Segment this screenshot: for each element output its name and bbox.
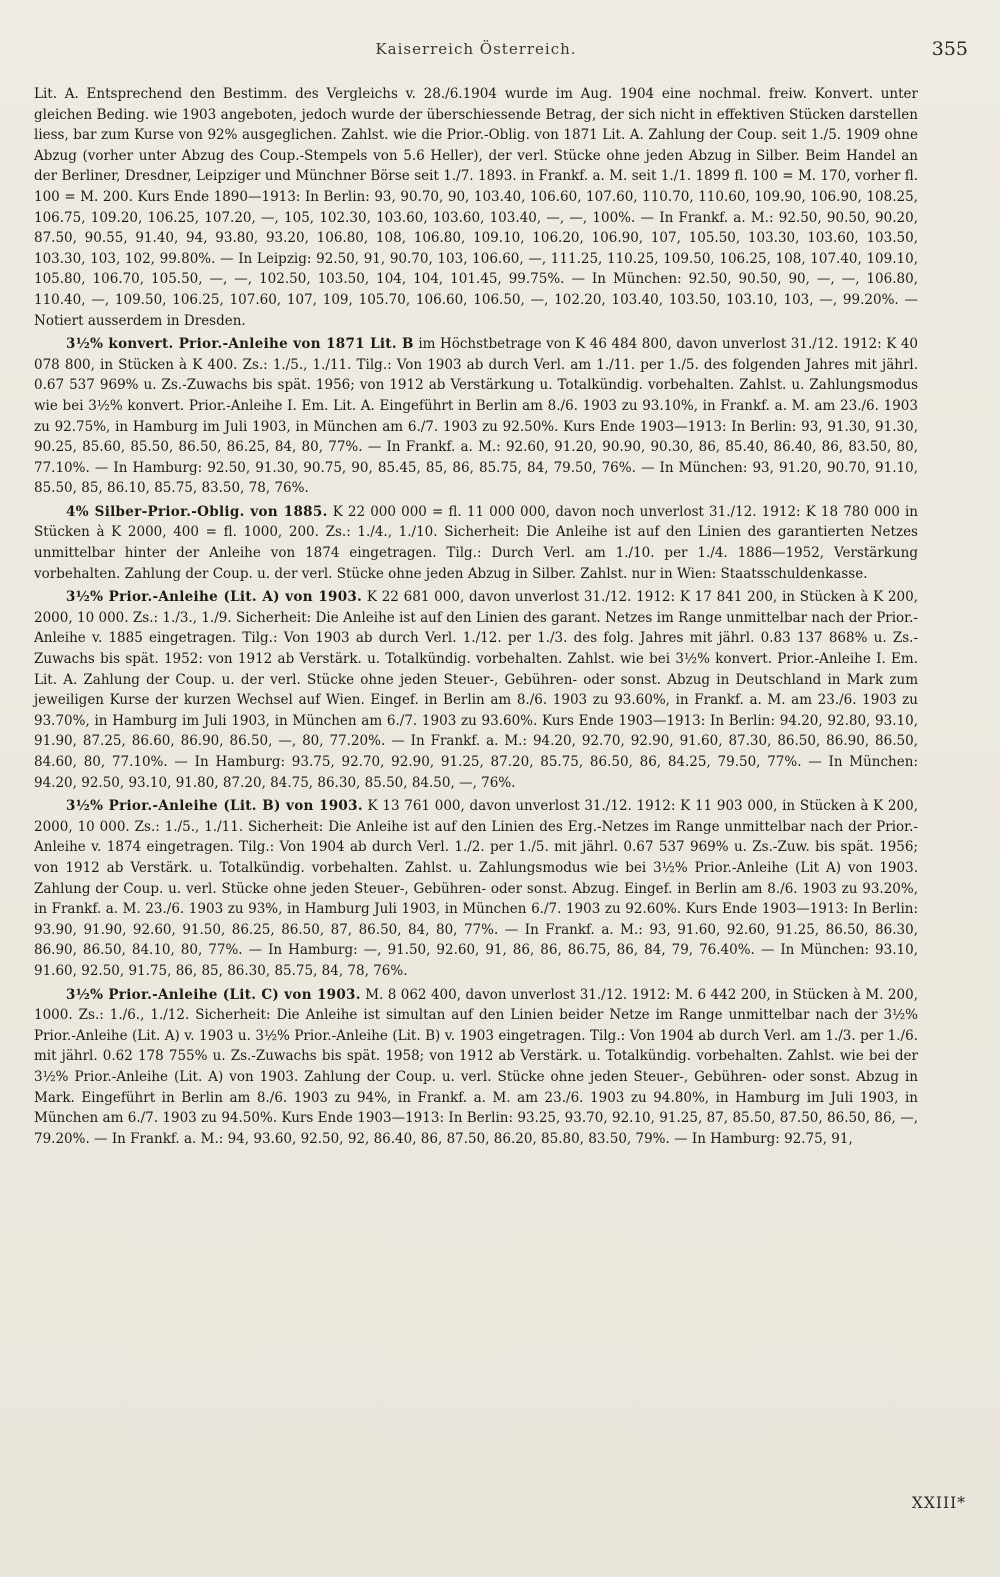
section-heading: 4% Silber-Prior.-Oblig. von 1885. — [66, 503, 328, 520]
paragraph-text: im Höchstbetrage von K 46 484 800, davon unverlost 31./12. 1912: K 40 078 800, in Stücken à K 400. Zs.: 1./5., 1./11. Tilg.: Von 1903 ab durch Verl. am 1./11. per 1./5. des folgenden Jahres mit jährl. 0.67 537 969% u. Zs.-Zuwachs bis spät. 1956; von 1912 ab Verstärkung u. Totalkündig. vorbehalten. Zahlst. u. Zahlungsmodus wie bei 3½% konvert. Prior.-Anleihe I. Em. Lit. A. Eingeführt in Berlin am 8./6. 1903 zu 93.10%, in Frankf. a. M. am 23./6. 1903 zu 92.75%, in Hamburg im Juli 1903, in München am 6./7. 1903 zu 92.50%. Kurs Ende 1903—1913: In Berlin: 93, 91.30, 91.30, 90.25, 85.60, 85.50, 86.50, 86.25, 84, 80, 77%. — In Frankf. a. M.: 92.60, 91.20, 90.90, 90.30, 86, 85.40, 86.40, 86, 83.50, 80, 77.10%. — In Hamburg: 92.50, 91.30, 90.75, 90, 85.45, 85, 86, 85.75, 84, 79.50, 76%. — In München: 93, 91.20, 90.70, 91.10, 85.50, 85, 86.10, 85.75, 83.50, 78, 76%. — [34, 336, 919, 497]
section-heading: 3½% Prior.-Anleihe (Lit. C) von 1903. — [66, 986, 361, 1003]
paragraph-text: K 22 681 000, davon unverlost 31./12. 1912: K 17 841 200, in Stücken à K 200, 2000, 10 000. Zs.: 1./3., 1./9. Sicherheit: Die Anleihe ist auf den Linien des garant. Netzes im Range unmittelbar nach der Prior.-Anleihe v. 1885 eingetragen. Tilg.: Von 1903 ab durch Verl. 1./12. per 1./3. des folg. Jahres mit jährl. 0.83 137 868% u. Zs.-Zuwachs bis spät. 1952: von 1912 ab Verstärk. u. Totalkündig. vorbehalten. Zahlst. wie bei 3½% konvert. Prior.-Anleihe I. Em. Lit. A. Zahlung der Coup. u. der verl. Stücke ohne jeden Steuer-, Gebühren- oder sonst. Abzug in Deutschland in Mark zum jeweiligen Kurse der kurzen Wechsel auf Wien. Eingef. in Berlin am 8./6. 1903 zu 93.60%, in Frankf. a. M. am 23./6. 1903 zu 93.70%, in Hamburg im Juli 1903, in München am 6./7. 1903 zu 93.60%. Kurs Ende 1903—1913: In Berlin: 94.20, 92.80, 93.10, 91.90, 87.25, 86.60, 86.90, 86.50, —, 80, 77.20%. — In Frankf. a. M.: 94.20, 92.70, 92.90, 91.60, 87.30, 86.50, 86.90, 86.50, 84.60, 80, 77.10%. — In Hamburg: 93.75, 92.70, 92.90, 91.25, 87.20, 85.75, 86.50, 86, 84.25, 79.50, 77%. — In München: 94.20, 92.50, 93.10, 91.80, 87.20, 84.75, 86.30, 85.50, 84.50, —, 76%. — [34, 589, 918, 791]
paragraph-silber-1885 — [34, 502, 918, 584]
paragraph-lit-a-intro — [34, 84, 918, 331]
page-number: 355 — [931, 38, 968, 60]
paragraph-lit-c-1903 — [34, 985, 918, 1150]
section-heading: 3½% konvert. Prior.-Anleihe von 1871 Lit. B — [66, 336, 414, 353]
paragraph-konvert-1871-lit-b — [34, 334, 918, 499]
printer-signature: XXIII* — [911, 1494, 966, 1512]
running-head — [34, 36, 968, 66]
paragraph-text: M. 8 062 400, davon unverlost 31./12. 1912: M. 6 442 200, in Stücken à M. 200, 1000. Zs.: 1./6., 1./12. Sicherheit: Die Anleihe ist simultan auf den Linien beider Netze im Range unmittelbar nach der 3½% Prior.-Anleihe (Lit. A) v. 1903 u. 3½% Prior.-Anleihe (Lit. B) v. 1903 eingetragen. Tilg.: Von 1904 ab durch Verl. am 1./3. per 1./6. mit jährl. 0.62 178 755% u. Zs.-Zuwachs bis spät. 1958; von 1912 ab Verstärk. u. Totalkündig. vorbehalten. Zahlst. wie bei der 3½% Prior.-Anleihe (Lit. A) von 1903. Zahlung der Coup. u. verl. Stücke ohne jeden Steuer-, Gebühren- oder sonst. Abzug in Mark. Eingeführt in Berlin am 8./6. 1903 zu 94%, in Frankf. a. M. am 23./6. 1903 zu 94.80%, in Hamburg im Juli 1903, in München am 6./7. 1903 zu 94.50%. Kurs Ende 1903—1913: In Berlin: 93.25, 93.70, 92.10, 91.25, 87, 85.50, 87.50, 86.50, 86, —, 79.20%. — In Frankf. a. M.: 94, 93.60, 92.50, 92, 86.40, 86, 87.50, 86.20, 85.80, 83.50, 79%. — In Hamburg: 92.75, 91, — [34, 986, 918, 1147]
section-heading: 3½% Prior.-Anleihe (Lit. B) von 1903. — [66, 798, 363, 815]
paragraph-text: K 22 000 000 = fl. 11 000 000, davon noch unverlost 31./12. 1912: K 18 780 000 in Stücken à K 2000, 400 = fl. 1000, 200. Zs.: 1./4., 1./10. Sicherheit: Die Anleihe ist auf den Linien des garantierten Netzes unmittelbar hinter der Anleihe von 1874 eingetragen. Tilg.: Durch Verl. am 1./10. per 1./4. 1886—1952, Verstärkung vorbehalten. Zahlung der Coup. u. der verl. Stücke ohne jeden Abzug in Silber. Zahlst. nur in Wien: Staatsschuldenkasse. — [34, 503, 918, 582]
paragraph-text: Lit. A. Entsprechend den Bestimm. des Vergleichs v. 28./6.1904 wurde im Aug. 1904 eine nochmal. freiw. Konvert. unter gleichen Beding. wie 1903 angeboten, jedoch wurde der überschiessende Betrag, der sich nicht in effektiven Stücken darstellen liess, bar zum Kurse von 92% ausgeglichen. Zahlst. wie die Prior.-Oblig. von 1871 Lit. A. Zahlung der Coup. seit 1./5. 1909 ohne Abzug (vorher unter Abzug des Coup.-Stempels von 5.6 Heller), der verl. Stücke ohne jeden Abzug in Silber. Beim Handel an der Berliner, Dresdner, Leipziger und Münchner Börse seit 1./7. 1893. in Frankf. a. M. seit 1./1. 1899 fl. 100 = M. 170, vorher fl. 100 = M. 200. Kurs Ende 1890—1913: In Berlin: 93, 90.70, 90, 103.40, 106.60, 107.60, 110.70, 110.60, 109.90, 106.90, 108.25, 106.75, 109.20, 106.25, 107.20, —, 105, 102.30, 103.60, 103.60, 103.40, —, —, 100%. — In Frankf. a. M.: 92.50, 90.50, 90.20, 87.50, 90.55, 91.40, 94, 93.80, 93.20, 106.80, 108, 106.80, 109.10, 106.20, 106.90, 107, 105.50, 103.30, 103.60, 103.50, 103.30, 103, 102, 99.80%. — In Leipzig: 92.50, 91, 90.70, 103, 106.60, —, 111.25, 110.25, 109.50, 106.25, 108, 107.40, 109.10, 105.80, 106.70, 105.50, —, —, 102.50, 103.50, 104, 104, 101.45, 99.75%. — In München: 92.50, 90.50, 90, —, —, 106.80, 110.40, —, 109.50, 106.25, 107.60, 107, 109, 105.70, 106.60, 106.50, —, 102.20, 103.40, 103.50, 103.10, 103, —, 99.20%. — Notiert ausserdem in Dresden. — [34, 86, 918, 329]
paragraph-lit-b-1903 — [34, 796, 918, 981]
paragraph-text: K 13 761 000, davon unverlost 31./12. 1912: K 11 903 000, in Stücken à K 200, 2000, 10 000. Zs.: 1./5., 1./11. Sicherheit: Die Anleihe ist auf den Linien des Erg.-Netzes im Range unmittelbar nach der Prior.-Anleihe v. 1874 eingetragen. Tilg.: Von 1904 ab durch Verl. 1./2. per 1./5. mit jährl. 0.67 537 969% u. Zs.-Zuw. bis spät. 1956; von 1912 ab Verstärk. u. Totalkündig. vorbehalten. Zahlst. u. Zahlungsmodus wie bei 3½% Prior.-Anleihe (Lit A) von 1903. Zahlung der Coup. u. verl. Stücke ohne jeden Steuer-, Gebühren- oder sonst. Abzug. Eingef. in Berlin am 8./6. 1903 zu 93.20%, in Frankf. a. M. 23./6. 1903 zu 93%, in Hamburg Juli 1903, in München 6./7. 1903 zu 92.60%. Kurs Ende 1903—1913: In Berlin: 93.90, 91.90, 92.60, 91.50, 86.25, 86.50, 87, 86.50, 84, 80, 77%. — In Frankf. a. M.: 93, 91.60, 92.60, 91.25, 86.50, 86.30, 86.90, 86.50, 84.10, 80, 77%. — In Hamburg: —, 91.50, 92.60, 91, 86, 86, 86.75, 86, 84, 79, 76.40%. — In München: 93.10, 91.60, 92.50, 91.75, 86, 85, 86.30, 85.75, 84, 78, 76%. — [34, 798, 918, 979]
section-heading: 3½% Prior.-Anleihe (Lit. A) von 1903. — [66, 589, 363, 606]
body-text — [34, 84, 918, 1149]
paragraph-lit-a-1903 — [34, 587, 918, 793]
running-title: Kaiserreich Österreich. — [375, 40, 577, 58]
